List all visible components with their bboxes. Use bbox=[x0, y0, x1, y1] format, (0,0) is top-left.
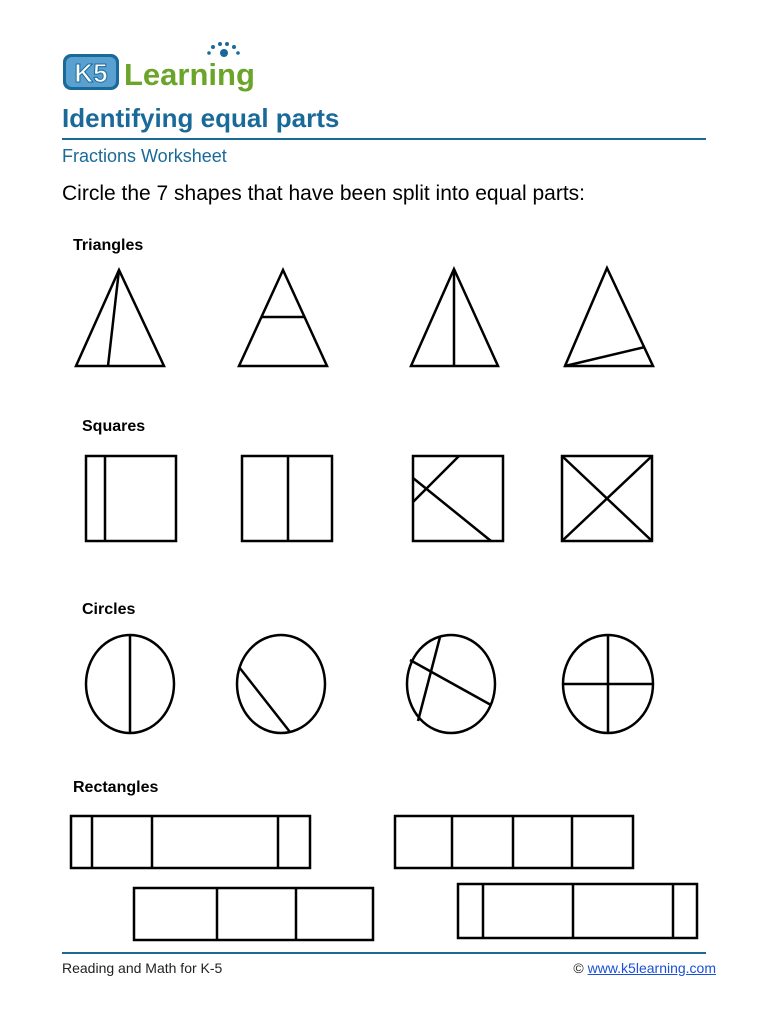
section-label-circles: Circles bbox=[82, 601, 136, 618]
svg-text:Learning: Learning bbox=[124, 57, 255, 92]
rectangle-shape-4[interactable] bbox=[455, 880, 701, 942]
footer-copyright bbox=[573, 960, 716, 976]
worksheet-subtitle: Fractions Worksheet bbox=[62, 146, 227, 166]
rectangle-shape-3[interactable] bbox=[131, 884, 377, 944]
svg-text:K5: K5 bbox=[74, 58, 108, 88]
circle-shape-1[interactable] bbox=[82, 632, 182, 738]
k5-learning-logo-graphic bbox=[60, 40, 260, 96]
footer-divider bbox=[62, 952, 706, 954]
section-label-triangles: Triangles bbox=[73, 237, 144, 254]
copyright-symbol: © bbox=[573, 960, 584, 976]
square-shape-2[interactable] bbox=[238, 452, 338, 546]
k5-website-link[interactable]: www.k5learning.com bbox=[587, 960, 716, 976]
k5-learning-logo bbox=[60, 40, 260, 96]
triangle-shape-2[interactable] bbox=[232, 262, 332, 372]
square-shape-4[interactable] bbox=[558, 452, 658, 546]
circle-shape-4[interactable] bbox=[558, 632, 658, 738]
footer-tagline: Reading and Math for K-5 bbox=[62, 960, 223, 976]
triangle-shape-4[interactable] bbox=[558, 262, 658, 372]
triangle-shape-3[interactable] bbox=[404, 262, 504, 372]
worksheet-title: Identifying equal parts bbox=[62, 103, 340, 133]
rectangle-shape-1[interactable] bbox=[68, 812, 314, 872]
triangle-shape-1[interactable] bbox=[70, 262, 170, 372]
square-shape-3[interactable] bbox=[409, 452, 509, 546]
worksheet-instructions: Circle the 7 shapes that have been split into equal parts: bbox=[62, 182, 585, 205]
section-label-squares: Squares bbox=[82, 418, 146, 435]
section-label-rectangles: Rectangles bbox=[73, 779, 159, 796]
title-divider bbox=[62, 138, 706, 140]
circle-shape-2[interactable] bbox=[232, 632, 332, 738]
square-shape-1[interactable] bbox=[82, 452, 182, 546]
circle-shape-3[interactable] bbox=[402, 632, 502, 738]
rectangle-shape-2[interactable] bbox=[392, 812, 638, 872]
